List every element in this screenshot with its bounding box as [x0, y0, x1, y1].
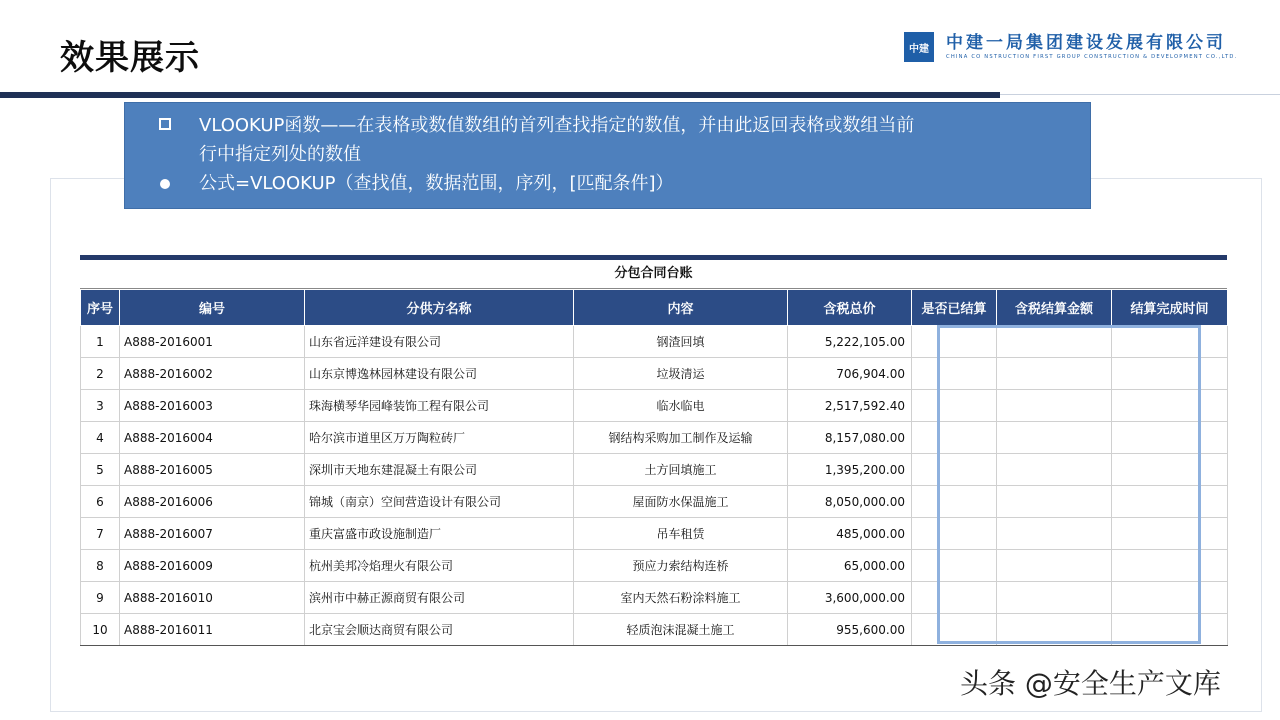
cell-empty[interactable] [1112, 486, 1228, 518]
cell-content[interactable]: 屋面防水保温施工 [574, 486, 788, 518]
cell-supplier[interactable]: 山东京博逸林园林建设有限公司 [305, 358, 574, 390]
callout-definition-cont [159, 140, 1090, 169]
cell-content[interactable]: 吊车租赁 [574, 518, 788, 550]
cell-empty[interactable] [997, 614, 1112, 646]
contract-ledger-sheet [80, 255, 1227, 646]
callout-line-2: 行中指定列处的数值 [199, 144, 361, 165]
header-cell: 含税总价 [788, 290, 912, 326]
cell-code[interactable]: A888-2016010 [120, 582, 305, 614]
cell-empty[interactable] [997, 582, 1112, 614]
header-cell: 是否已结算 [912, 290, 997, 326]
square-bullet-icon [159, 118, 171, 130]
cell-content[interactable]: 土方回填施工 [574, 454, 788, 486]
cell-amount[interactable]: 5,222,105.00 [788, 326, 912, 358]
cell-index[interactable]: 1 [81, 326, 120, 358]
cell-content[interactable]: 垃圾清运 [574, 358, 788, 390]
cell-supplier[interactable]: 深圳市天地东建混凝土有限公司 [305, 454, 574, 486]
cell-empty[interactable] [1112, 326, 1228, 358]
cell-empty[interactable] [997, 390, 1112, 422]
callout-formula [159, 169, 1090, 198]
title-divider-thin [1000, 94, 1280, 95]
cell-empty[interactable] [1112, 390, 1228, 422]
table-row [81, 326, 1228, 358]
cell-amount[interactable]: 65,000.00 [788, 550, 912, 582]
cell-index[interactable]: 9 [81, 582, 120, 614]
table-row [81, 518, 1228, 550]
cell-supplier[interactable]: 锦城（南京）空间营造设计有限公司 [305, 486, 574, 518]
table-header-row [81, 290, 1228, 326]
header-cell: 结算完成时间 [1112, 290, 1228, 326]
table-row [81, 454, 1228, 486]
cell-supplier[interactable]: 珠海横琴华园峰装饰工程有限公司 [305, 390, 574, 422]
cell-empty[interactable] [1112, 518, 1228, 550]
cell-empty[interactable] [912, 390, 997, 422]
cell-amount[interactable]: 955,600.00 [788, 614, 912, 646]
cell-index[interactable]: 3 [81, 390, 120, 422]
cell-content[interactable]: 钢渣回填 [574, 326, 788, 358]
cell-index[interactable]: 5 [81, 454, 120, 486]
cell-empty[interactable] [912, 550, 997, 582]
cell-code[interactable]: A888-2016001 [120, 326, 305, 358]
cell-code[interactable]: A888-2016002 [120, 358, 305, 390]
cell-empty[interactable] [912, 486, 997, 518]
cell-code[interactable]: A888-2016007 [120, 518, 305, 550]
cell-amount[interactable]: 8,157,080.00 [788, 422, 912, 454]
cell-amount[interactable]: 2,517,592.40 [788, 390, 912, 422]
cell-empty[interactable] [1112, 422, 1228, 454]
cell-empty[interactable] [912, 582, 997, 614]
cell-supplier[interactable]: 重庆富盛市政设施制造厂 [305, 518, 574, 550]
cell-amount[interactable]: 8,050,000.00 [788, 486, 912, 518]
logo-name-en: CHINA CO NSTRUCTION FIRST GROUP CONSTRUCTION & DEVELOPMENT CO.,LTD. [946, 54, 1238, 60]
cell-empty[interactable] [997, 358, 1112, 390]
cell-index[interactable]: 7 [81, 518, 120, 550]
cell-content[interactable]: 临水临电 [574, 390, 788, 422]
cell-empty[interactable] [912, 422, 997, 454]
cell-empty[interactable] [997, 486, 1112, 518]
watermark: 头条 @安全生产文库 [960, 667, 1221, 700]
cell-amount[interactable]: 3,600,000.00 [788, 582, 912, 614]
vlookup-callout [124, 102, 1091, 209]
cell-code[interactable]: A888-2016009 [120, 550, 305, 582]
cell-code[interactable]: A888-2016006 [120, 486, 305, 518]
contract-ledger-table [80, 289, 1228, 646]
header-cell: 编号 [120, 290, 305, 326]
cell-content[interactable]: 轻质泡沫混凝土施工 [574, 614, 788, 646]
table-row [81, 390, 1228, 422]
cell-amount[interactable]: 485,000.00 [788, 518, 912, 550]
cell-code[interactable]: A888-2016011 [120, 614, 305, 646]
cell-empty[interactable] [1112, 550, 1228, 582]
sheet-title: 分包合同台账 [80, 260, 1227, 289]
cell-content[interactable]: 钢结构采购加工制作及运输 [574, 422, 788, 454]
dot-bullet-icon [160, 179, 170, 189]
cell-supplier[interactable]: 北京宝会顺达商贸有限公司 [305, 614, 574, 646]
logo-text [946, 33, 1237, 61]
title-divider [0, 92, 1000, 98]
cell-empty[interactable] [997, 518, 1112, 550]
logo-mark-icon: 中建 [904, 32, 934, 62]
cell-empty[interactable] [912, 326, 997, 358]
cell-empty[interactable] [912, 614, 997, 646]
cell-supplier[interactable]: 杭州美邦冷焰理火有限公司 [305, 550, 574, 582]
cell-amount[interactable]: 706,904.00 [788, 358, 912, 390]
header-cell: 分供方名称 [305, 290, 574, 326]
cell-index[interactable]: 2 [81, 358, 120, 390]
cell-empty[interactable] [997, 422, 1112, 454]
cell-index[interactable]: 8 [81, 550, 120, 582]
cell-amount[interactable]: 1,395,200.00 [788, 454, 912, 486]
header-cell: 内容 [574, 290, 788, 326]
cell-code[interactable]: A888-2016003 [120, 390, 305, 422]
cell-index[interactable]: 6 [81, 486, 120, 518]
cell-empty[interactable] [912, 358, 997, 390]
callout-definition [159, 111, 1090, 140]
table-row [81, 582, 1228, 614]
cell-empty[interactable] [912, 454, 997, 486]
table-row [81, 486, 1228, 518]
page-title: 效果展示 [60, 38, 200, 78]
cell-empty[interactable] [997, 550, 1112, 582]
header-cell: 序号 [81, 290, 120, 326]
cell-empty[interactable] [1112, 582, 1228, 614]
table-row [81, 358, 1228, 390]
cell-index[interactable]: 10 [81, 614, 120, 646]
cell-content[interactable]: 预应力索结构连桥 [574, 550, 788, 582]
table-row [81, 422, 1228, 454]
logo-name-cn: 中建一局集团建设发展有限公司 [946, 33, 1226, 53]
cell-content[interactable]: 室内天然石粉涂料施工 [574, 582, 788, 614]
cell-supplier[interactable]: 哈尔滨市道里区万万陶粒砖厂 [305, 422, 574, 454]
callout-line-1: VLOOKUP函数——在表格或数值数组的首列查找指定的数值，并由此返回表格或数组当前 [199, 115, 915, 136]
cell-supplier[interactable]: 山东省远洋建设有限公司 [305, 326, 574, 358]
header-cell: 含税结算金额 [997, 290, 1112, 326]
cell-empty[interactable] [1112, 614, 1228, 646]
table-row [81, 550, 1228, 582]
callout-line-3: 公式=VLOOKUP（查找值，数据范围，序列，[匹配条件]） [199, 173, 674, 194]
company-logo [904, 30, 1254, 64]
cell-empty[interactable] [912, 518, 997, 550]
cell-empty[interactable] [1112, 454, 1228, 486]
cell-empty[interactable] [997, 326, 1112, 358]
cell-supplier[interactable]: 滨州市中赫正源商贸有限公司 [305, 582, 574, 614]
cell-code[interactable]: A888-2016004 [120, 422, 305, 454]
cell-empty[interactable] [997, 454, 1112, 486]
cell-empty[interactable] [1112, 358, 1228, 390]
cell-index[interactable]: 4 [81, 422, 120, 454]
cell-code[interactable]: A888-2016005 [120, 454, 305, 486]
table-row [81, 614, 1228, 646]
